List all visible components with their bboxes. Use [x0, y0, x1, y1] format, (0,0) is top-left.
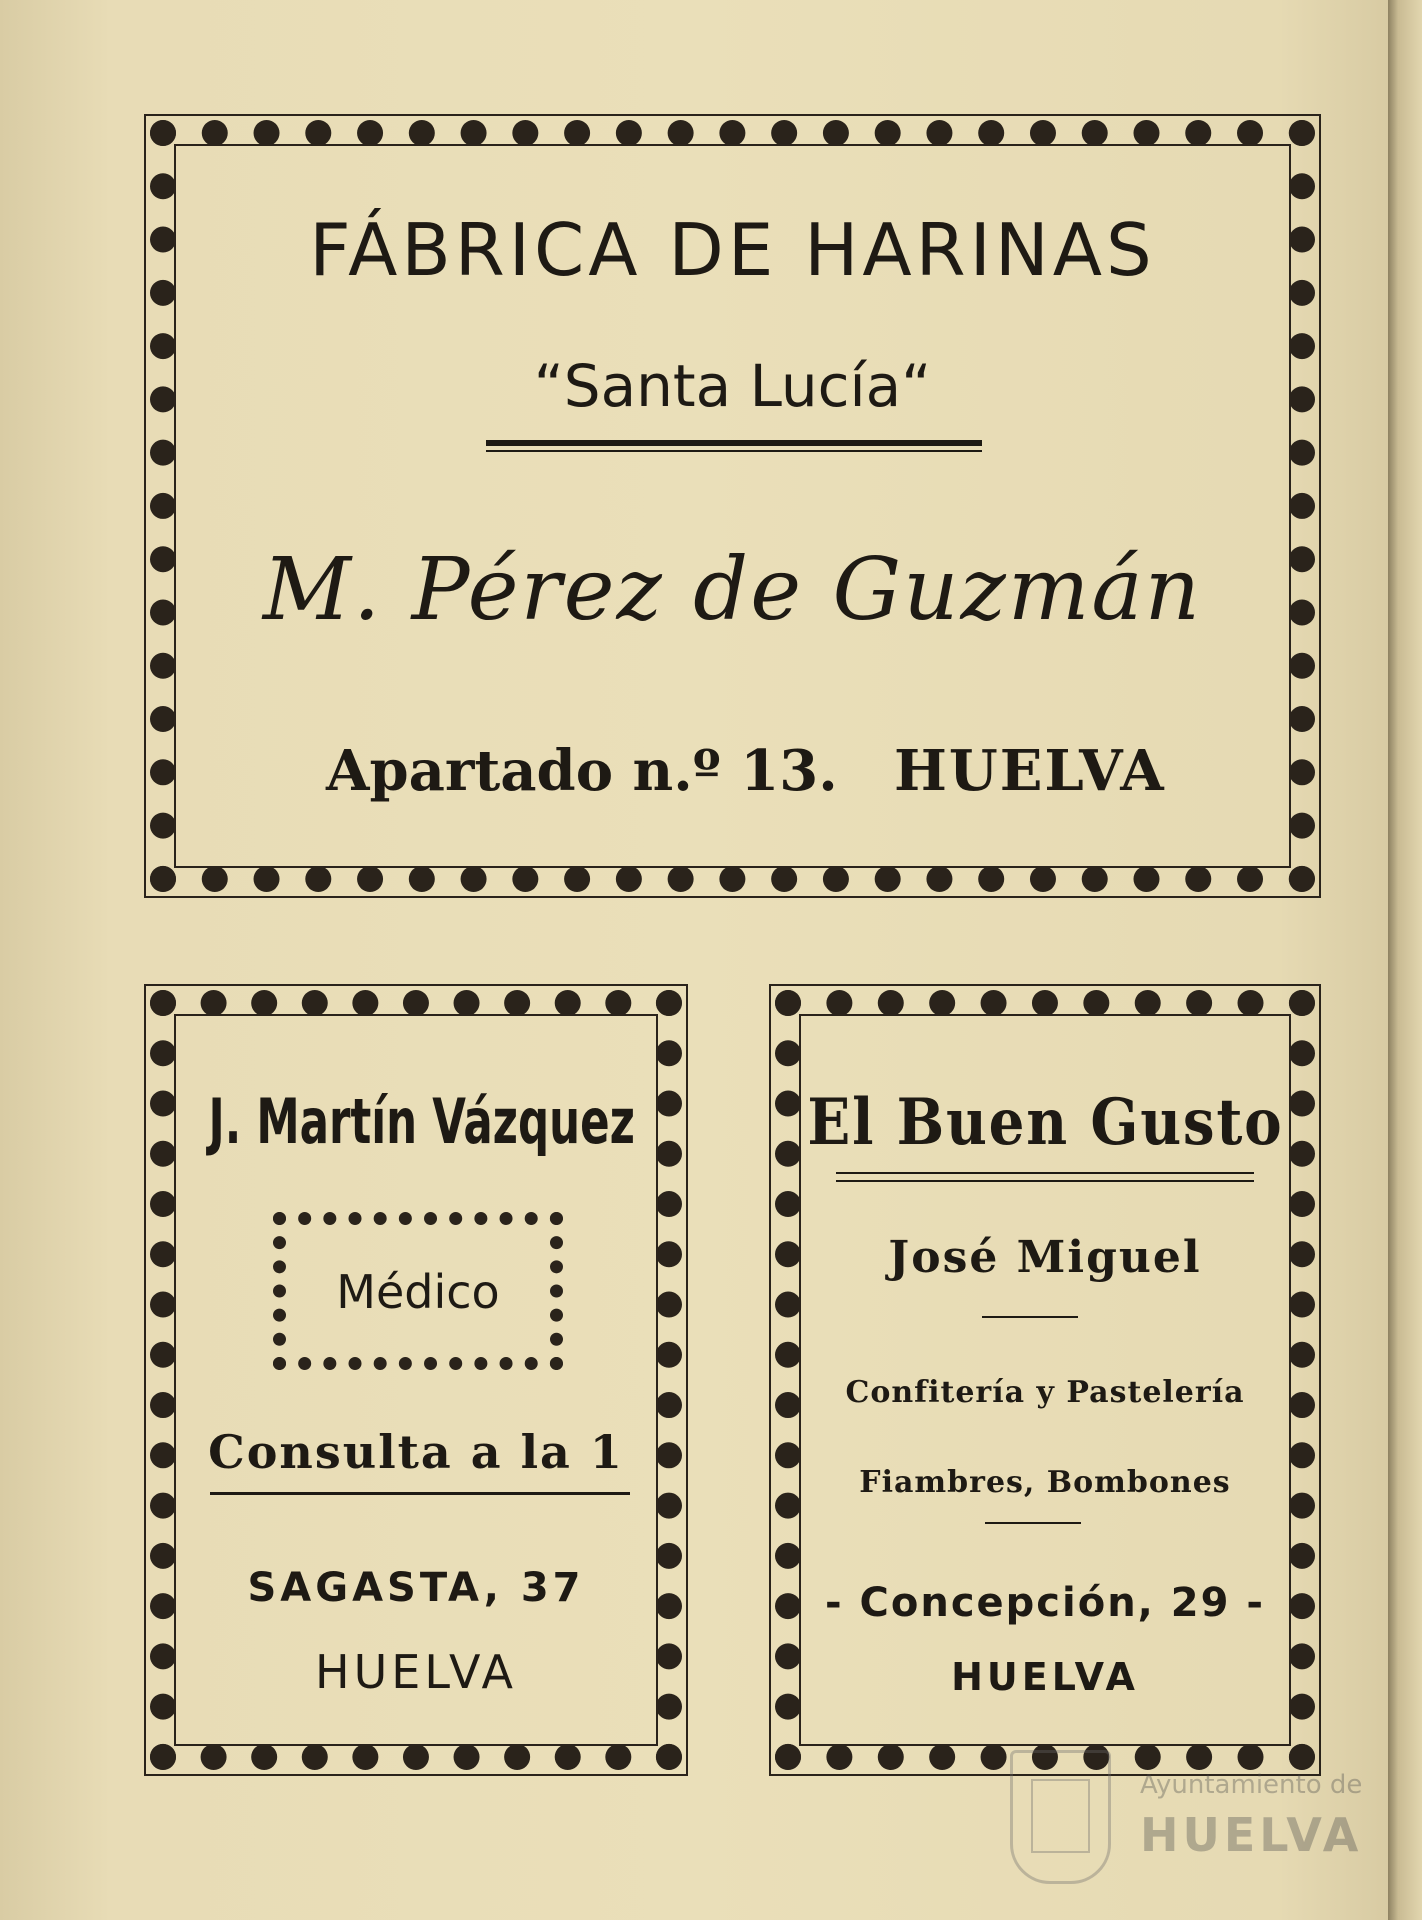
city-name: HUELVA: [951, 1655, 1139, 1699]
archive-watermark: [1010, 1740, 1363, 1890]
watermark-text: Ayuntamiento de: [1140, 1770, 1363, 1800]
short-divider: [985, 1522, 1081, 1524]
coat-of-arms-icon: [1010, 1750, 1111, 1884]
products-line: Confitería y Pastelería: [845, 1375, 1245, 1410]
city-name: HUELVA: [315, 1645, 517, 1699]
ad-title: FÁBRICA DE HARINAS: [309, 208, 1156, 292]
page-edge: [1388, 0, 1422, 1920]
products-line: Fiambres, Bombones: [859, 1465, 1231, 1500]
divider-rule-thin: [836, 1180, 1254, 1182]
divider-rule: [210, 1492, 630, 1495]
divider-rule-thin: [486, 450, 982, 452]
city-name: HUELVA: [894, 738, 1166, 804]
consultation-hours: Consulta a la 1: [208, 1425, 624, 1479]
owner-name: M. Pérez de Guzmán: [262, 540, 1203, 640]
shop-owner: José Miguel: [888, 1232, 1202, 1283]
doctor-name: J. Martín Vázquez: [208, 1085, 635, 1158]
divider-rule: [486, 440, 982, 446]
postal-box: Apartado n.º 13.: [326, 738, 838, 804]
watermark-city: HUELVA: [1140, 1808, 1363, 1862]
short-divider: [982, 1316, 1078, 1318]
street-address: - Concepción, 29 -: [824, 1580, 1265, 1626]
street-address: SAGASTA, 37: [247, 1565, 585, 1611]
profession-label: Médico: [336, 1265, 500, 1319]
divider-rule: [836, 1172, 1254, 1174]
shop-name: El Buen Gusto: [807, 1085, 1284, 1160]
ad-subtitle: “Santa Lucía“: [533, 352, 932, 420]
